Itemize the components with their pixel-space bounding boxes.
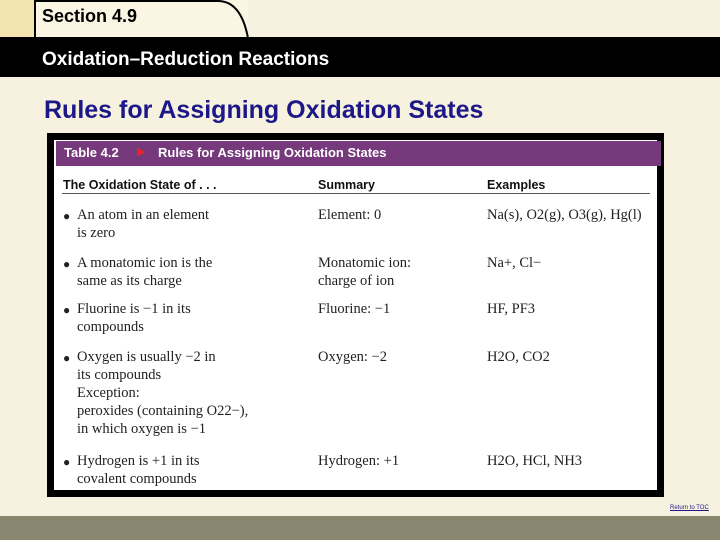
summary-cell bbox=[318, 348, 387, 366]
examples-cell: H2O, HCl, NH3 bbox=[487, 453, 583, 469]
summary-line: Fluorine: −1 bbox=[318, 301, 391, 317]
table-title: Rules for Assigning Oxidation States bbox=[158, 145, 387, 160]
bullet-icon: ● bbox=[63, 303, 71, 317]
examples-cell: Na+, Cl− bbox=[487, 255, 542, 271]
summary-line: Hydrogen: +1 bbox=[318, 453, 400, 469]
bullet-icon: ● bbox=[63, 209, 71, 223]
rule-cell bbox=[77, 348, 248, 438]
rule-cell bbox=[77, 452, 200, 488]
arrow-right-icon: ▶ bbox=[137, 146, 146, 158]
return-to-toc-link[interactable]: Return to TOC bbox=[670, 505, 709, 511]
rule-line: peroxides (containing O22−), bbox=[77, 403, 249, 419]
bullet-icon: ● bbox=[63, 455, 71, 469]
bullet-icon: ● bbox=[63, 351, 71, 365]
rule-cell bbox=[77, 206, 209, 242]
rule-line: Oxygen is usually −2 in bbox=[77, 349, 216, 365]
summary-cell bbox=[318, 254, 411, 290]
examples-cell: HF, PF3 bbox=[487, 301, 536, 317]
rule-line: is zero bbox=[77, 225, 116, 241]
summary-line: Oxygen: −2 bbox=[318, 349, 387, 365]
rule-cell bbox=[77, 300, 191, 336]
summary-cell bbox=[318, 452, 399, 470]
table-number: Table 4.2 bbox=[64, 145, 119, 160]
column-header-examples: Examples bbox=[487, 178, 546, 192]
rule-line: Fluorine is −1 in its bbox=[77, 301, 191, 317]
column-header-summary: Summary bbox=[318, 178, 375, 192]
examples-cell: H2O, CO2 bbox=[487, 349, 550, 365]
chapter-title: Oxidation–Reduction Reactions bbox=[42, 49, 330, 70]
slide-title: Rules for Assigning Oxidation States bbox=[44, 96, 484, 124]
summary-line: Monatomic ion: bbox=[318, 255, 412, 271]
rule-line: its compounds bbox=[77, 367, 162, 383]
summary-cell bbox=[318, 206, 381, 224]
rule-line: compounds bbox=[77, 319, 144, 335]
summary-line: charge of ion bbox=[318, 273, 395, 289]
examples-cell: Na(s), O2(g), O3(g), Hg(l) bbox=[487, 207, 642, 223]
bullet-icon: ● bbox=[63, 257, 71, 271]
column-header-oxidation-state: The Oxidation State of . . . bbox=[63, 178, 217, 192]
rule-line: Exception: bbox=[77, 385, 140, 401]
summary-line: Element: 0 bbox=[318, 207, 382, 223]
rule-line: A monatomic ion is the bbox=[77, 255, 213, 271]
rule-line: same as its charge bbox=[77, 273, 182, 289]
rule-line: Hydrogen is +1 in its bbox=[77, 453, 200, 469]
header-divider bbox=[62, 193, 650, 194]
rule-line: covalent compounds bbox=[77, 471, 197, 487]
footer-bar bbox=[0, 516, 720, 540]
summary-cell bbox=[318, 300, 390, 318]
section-label: Section 4.9 bbox=[42, 6, 138, 26]
rule-line: An atom in an element bbox=[77, 207, 210, 223]
header-square bbox=[0, 0, 36, 37]
rule-cell bbox=[77, 254, 212, 290]
rule-line: in which oxygen is −1 bbox=[77, 421, 206, 437]
